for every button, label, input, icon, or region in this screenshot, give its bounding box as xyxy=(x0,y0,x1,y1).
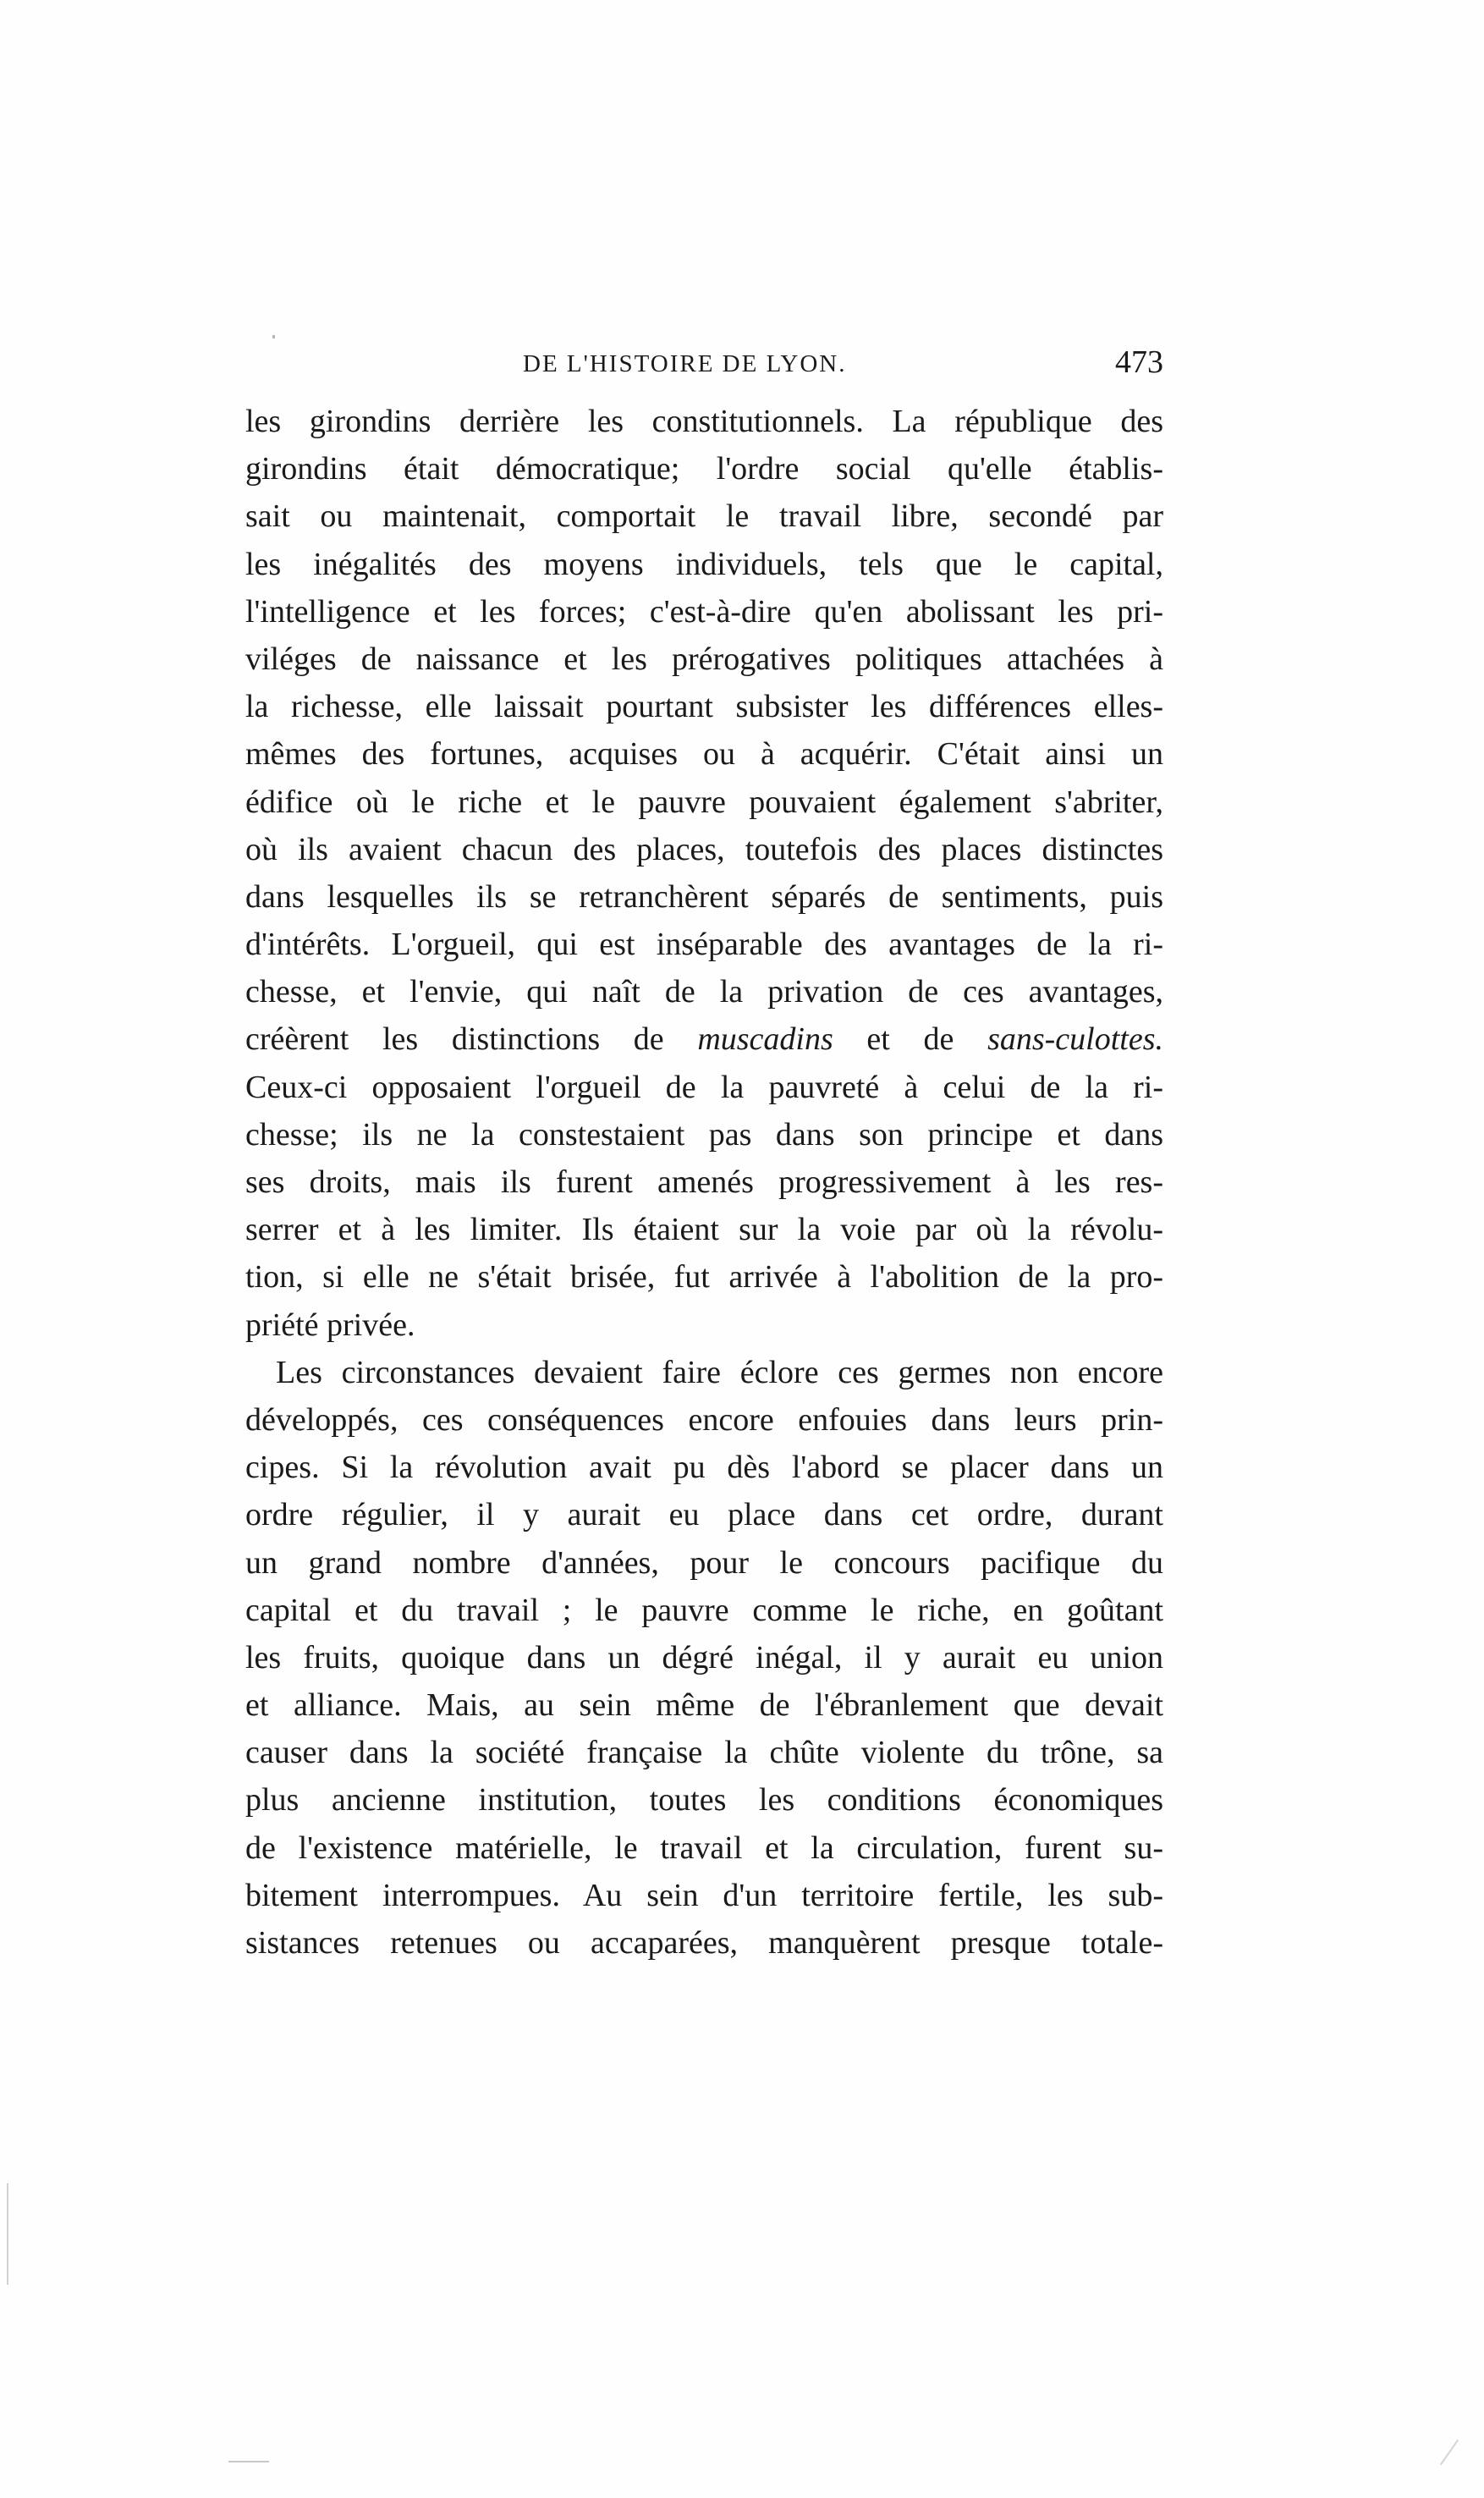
text-line: chesse, et l'envie, qui naît de la privation de ces avantages, xyxy=(245,974,1163,1010)
text-line: ses droits, mais ils furent amenés progressivement à les res- xyxy=(245,1164,1163,1200)
body-text xyxy=(245,398,1163,1967)
scan-corner-mark xyxy=(1440,2440,1459,2466)
text-line: capital et du travail ; le pauvre comme le riche, en goûtant xyxy=(245,1592,1163,1628)
text-line: viléges de naissance et les prérogatives politiques attachées à xyxy=(245,641,1163,677)
text-segment: créèrent les distinctions de xyxy=(245,1021,698,1058)
page-number: 473 xyxy=(1115,344,1163,380)
text-line: de l'existence matérielle, le travail et la circulation, furent su- xyxy=(245,1829,1163,1866)
text-line: causer dans la société française la chûte violente du trône, sa xyxy=(245,1735,1163,1771)
text-line: d'intérêts. L'orgueil, qui est inséparable des avantages de la ri- xyxy=(245,927,1163,963)
text-line: chesse; ils ne la constestaient pas dans son principe et dans xyxy=(245,1116,1163,1153)
text-line: sistances retenues ou accaparées, manquèrent presque totale- xyxy=(245,1925,1163,1961)
text-line: girondins était démocratique; l'ordre social qu'elle établis- xyxy=(245,451,1163,487)
text-line: un grand nombre d'années, pour le concours pacifique du xyxy=(245,1544,1163,1581)
text-line: sait ou maintenait, comportait le travail libre, secondé par xyxy=(245,498,1163,535)
text-line: ordre régulier, il y aurait eu place dans cet ordre, durant xyxy=(245,1497,1163,1533)
text-line: serrer et à les limiter. Ils étaient sur la voie par où la révolu- xyxy=(245,1212,1163,1248)
text-line: les fruits, quoique dans un dégré inégal, il y aurait eu union xyxy=(245,1639,1163,1675)
scan-edge-mark xyxy=(7,2183,8,2285)
text-line: et alliance. Mais, au sein même de l'ébranlement que devait xyxy=(245,1687,1163,1724)
text-line: tion, si elle ne s'était brisée, fut arrivée à l'abolition de la pro- xyxy=(245,1259,1163,1296)
text-segment: et de xyxy=(833,1021,988,1058)
text-line: les inégalités des moyens individuels, tels que le capital, xyxy=(245,546,1163,582)
italic-term: sans-culottes. xyxy=(987,1021,1163,1058)
text-line: cipes. Si la révolution avait pu dès l'abord se placer dans un xyxy=(245,1450,1163,1486)
text-line: les girondins derrière les constitutionnels. La république des xyxy=(245,404,1163,439)
italic-term: muscadins xyxy=(697,1021,833,1058)
text-line: bitement interrompues. Au sein d'un territoire fertile, les sub- xyxy=(245,1877,1163,1913)
text-line: dans lesquelles ils se retranchèrent séparés de sentiments, puis xyxy=(245,878,1163,915)
scan-bottom-dash xyxy=(228,2461,269,2462)
text-line: plus ancienne institution, toutes les conditions économiques xyxy=(245,1782,1163,1818)
paragraph-start-line: Les circonstances devaient faire éclore ces germes non encore xyxy=(276,1354,1163,1390)
text-line-with-italics xyxy=(245,1015,1163,1063)
running-title: DE L'HISTOIRE DE LYON. xyxy=(523,350,847,377)
text-line: Ceux-ci opposaient l'orgueil de la pauvreté à celui de la ri- xyxy=(245,1069,1163,1105)
scan-speck xyxy=(272,335,275,338)
paragraph-end-line: priété privée. xyxy=(245,1307,415,1343)
text-line: développés, ces conséquences encore enfouies dans leurs prin- xyxy=(245,1401,1163,1438)
text-line: l'intelligence et les forces; c'est-à-dire qu'en abolissant les pri- xyxy=(245,593,1163,630)
text-line: la richesse, elle laissait pourtant subsister les différences elles- xyxy=(245,689,1163,725)
text-line: édifice où le riche et le pauvre pouvaient également s'abriter, xyxy=(245,784,1163,820)
text-line: mêmes des fortunes, acquises ou à acquérir. C'était ainsi un xyxy=(245,736,1163,773)
running-header xyxy=(245,342,1163,389)
text-line: où ils avaient chacun des places, toutefois des places distinctes xyxy=(245,831,1163,867)
